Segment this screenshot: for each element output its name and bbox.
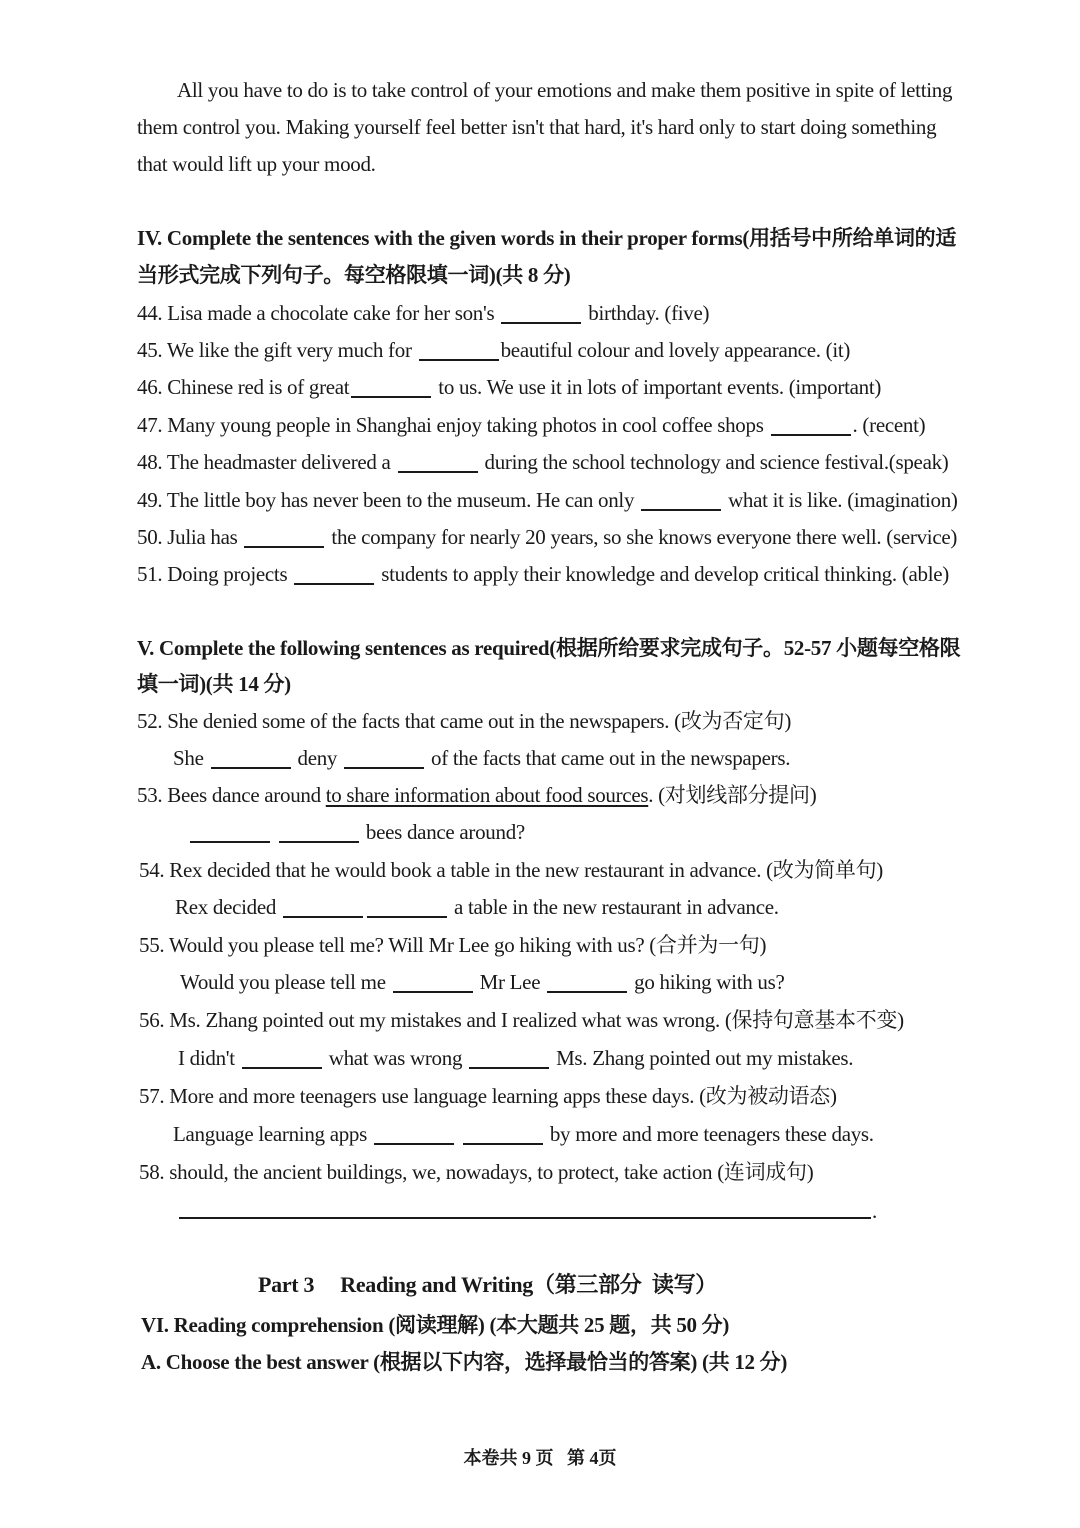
question-44-hint: birthday. (five) <box>588 301 710 325</box>
question-55: 55. Would you please tell me? Will Mr Lee go hiking with us? (合并为一句) <box>139 933 767 957</box>
answer-56-end: Ms. Zhang pointed out my mistakes. <box>556 1046 854 1070</box>
question-49 <box>137 485 958 515</box>
answer-52-start: She <box>173 746 204 770</box>
answer-blank[interactable] <box>294 583 374 585</box>
answer-blank[interactable] <box>374 1143 454 1145</box>
answer-blank[interactable] <box>351 396 431 398</box>
question-48-text: 48. The headmaster delivered a <box>137 450 391 474</box>
answer-55 <box>180 967 785 997</box>
question-50 <box>137 522 957 552</box>
question-51-hint: students to apply their knowledge and develop critical thinking. (able) <box>381 562 949 586</box>
question-49-hint: what it is like. (imagination) <box>728 488 958 512</box>
answer-57-start: Language learning apps <box>173 1122 367 1146</box>
answer-blank[interactable] <box>211 767 291 769</box>
answer-blank[interactable] <box>463 1143 543 1145</box>
question-51-text: 51. Doing projects <box>137 562 288 586</box>
question-45 <box>137 335 850 365</box>
answer-blank[interactable] <box>393 991 473 993</box>
answer-54 <box>175 892 779 922</box>
page-footer: 本卷共 9 页 第 4页 <box>463 1448 617 1468</box>
question-47 <box>137 410 925 440</box>
answer-blank[interactable] <box>242 1067 322 1069</box>
answer-blank[interactable] <box>367 916 447 918</box>
answer-blank[interactable] <box>771 434 851 436</box>
question-46-hint: to us. We use it in lots of important events. (important) <box>438 375 882 399</box>
question-54: 54. Rex decided that he would book a table in the new restaurant in advance. (改为简单句) <box>139 858 883 882</box>
paragraph-line-1: All you have to do is to take control of your emotions and make them positive in spite of letting <box>177 78 953 102</box>
answer-58-period: . <box>872 1199 878 1223</box>
answer-blank[interactable] <box>547 991 627 993</box>
question-46-text: 46. Chinese red is of great <box>137 375 350 399</box>
answer-55-start: Would you please tell me <box>180 970 386 994</box>
answer-blank[interactable] <box>283 916 363 918</box>
question-53-text: 53. Bees dance around <box>137 783 326 807</box>
question-50-hint: the company for nearly 20 years, so she knows everyone there well. (service) <box>331 525 958 549</box>
question-48 <box>137 447 949 477</box>
answer-58-line[interactable] <box>179 1217 871 1219</box>
question-48-hint: during the school technology and science festival.(speak) <box>484 450 949 474</box>
answer-blank[interactable] <box>190 841 270 843</box>
answer-blank[interactable] <box>244 546 324 548</box>
answer-54-start: Rex decided <box>175 895 277 919</box>
answer-57-end: by more and more teenagers these days. <box>549 1122 874 1146</box>
answer-56-start: I didn't <box>178 1046 235 1070</box>
answer-blank[interactable] <box>279 841 359 843</box>
answer-52-end: of the facts that came out in the newspapers. <box>431 746 791 770</box>
question-47-text: 47. Many young people in Shanghai enjoy taking photos in cool coffee shops <box>137 413 764 437</box>
answer-blank[interactable] <box>641 509 721 511</box>
answer-52 <box>173 743 790 773</box>
question-50-text: 50. Julia has <box>137 525 238 549</box>
question-45-text: 45. We like the gift very much for <box>137 338 412 362</box>
question-51 <box>137 559 949 589</box>
answer-52-mid: deny <box>297 746 338 770</box>
answer-56-mid: what was wrong <box>328 1046 463 1070</box>
question-46 <box>137 372 881 402</box>
paragraph-line-2: them control you. Making yourself feel better isn't that hard, it's hard only to start doing something <box>137 115 937 139</box>
paragraph-line-3: that would lift up your mood. <box>137 152 376 176</box>
part-3-title: Part 3 Reading and Writing（第三部分 读写） <box>258 1272 717 1297</box>
section-a-heading: A. Choose the best answer (根据以下内容，选择最恰当的答案) (共 12 分) <box>141 1350 788 1374</box>
answer-blank[interactable] <box>344 767 424 769</box>
question-53 <box>137 780 816 810</box>
answer-53-end: bees dance around? <box>365 820 525 844</box>
section-v-heading: V. Complete the following sentences as required(根据所给要求完成句子。52-57 小题每空格限 <box>137 636 961 660</box>
answer-blank[interactable] <box>398 471 478 473</box>
answer-57 <box>173 1119 874 1149</box>
question-45-hint: beautiful colour and lovely appearance. (it) <box>500 338 851 362</box>
answer-blank[interactable] <box>419 359 499 361</box>
answer-54-end: a table in the new restaurant in advance. <box>453 895 779 919</box>
section-iv-heading-cont: 当形式完成下列句子。每空格限填一词)(共 8 分) <box>137 263 571 287</box>
answer-55-mid: Mr Lee <box>479 970 541 994</box>
question-52: 52. She denied some of the facts that came out in the newspapers. (改为否定句) <box>137 709 792 733</box>
question-44-text: 44. Lisa made a chocolate cake for her son's <box>137 301 495 325</box>
question-53-underlined: to share information about food sources <box>325 783 649 807</box>
answer-blank[interactable] <box>501 322 581 324</box>
answer-55-end: go hiking with us? <box>634 970 785 994</box>
section-v-heading-cont: 填一词)(共 14 分) <box>137 672 291 696</box>
answer-blank[interactable] <box>469 1067 549 1069</box>
section-iv-heading: IV. Complete the sentences with the given words in their proper forms(用括号中所给单词的适 <box>137 226 957 250</box>
answer-56 <box>178 1043 853 1073</box>
question-53-instruction: . (对划线部分提问) <box>648 783 817 807</box>
section-vi-heading: VI. Reading comprehension (阅读理解) (本大题共 25 题，共 50 分) <box>141 1313 730 1337</box>
question-57: 57. More and more teenagers use language learning apps these days. (改为被动语态) <box>139 1084 837 1108</box>
question-49-text: 49. The little boy has never been to the museum. He can only <box>137 488 635 512</box>
question-44 <box>137 298 709 328</box>
answer-53 <box>188 817 525 847</box>
question-58: 58. should, the ancient buildings, we, nowadays, to protect, take action (连词成句) <box>139 1160 814 1184</box>
question-56: 56. Ms. Zhang pointed out my mistakes and I realized what was wrong. (保持句意基本不变) <box>139 1008 904 1032</box>
question-47-hint: . (recent) <box>852 413 926 437</box>
